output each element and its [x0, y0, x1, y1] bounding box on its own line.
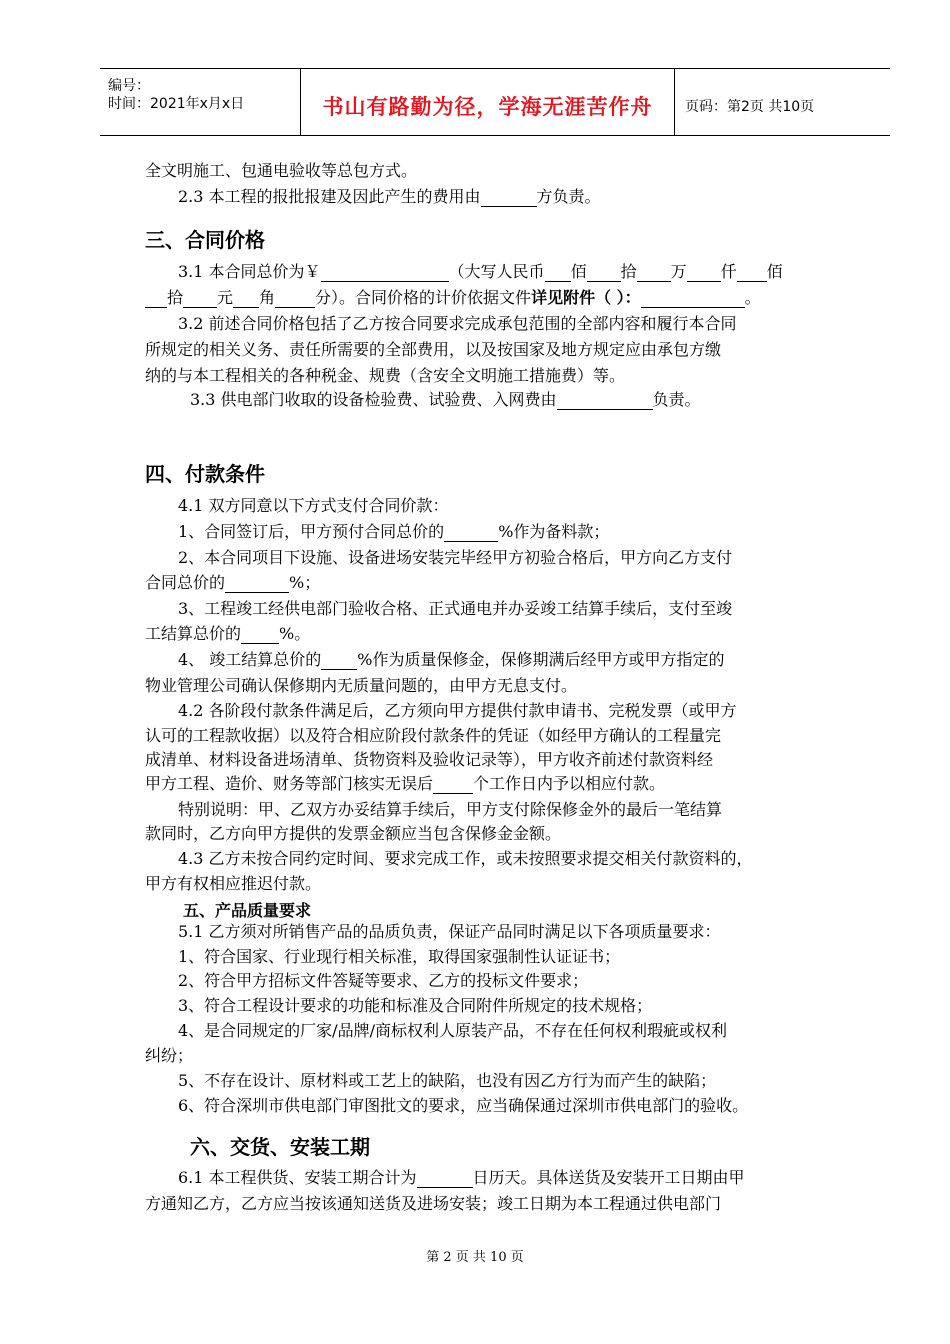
paragraph-line: 4.1 双方同意以下方式支付合同价款：: [178, 496, 449, 515]
paragraph-line: 3、符合工程设计要求的功能和标准及合同附件所规定的技术规格；: [178, 996, 653, 1015]
blank-field: [481, 188, 537, 207]
blank-field: [641, 289, 745, 308]
paragraph-line: 1、合同签订后，甲方预付合同总价的 %作为备料款；: [178, 522, 610, 541]
paragraph-line: 全文明施工、包通电验收等总包方式。: [145, 161, 418, 180]
paragraph-line: 3.2 前述合同价格包括了乙方按合同要求完成承包范围的全部内容和履行本合同: [178, 314, 737, 333]
paragraph-line: 认可的工程款收据）以及符合相应阶段付款条件的凭证（如经甲方确认的工程量完: [145, 726, 722, 745]
document-number-label: 编号：: [108, 78, 150, 94]
blank-field: [587, 263, 621, 282]
blank-field: [225, 574, 289, 593]
header-motto: 书山有路勤为径，学海无涯苦作舟: [322, 95, 653, 119]
paragraph-line: 3.3 供电部门收取的设备检验费、试验费、入网费由 负责。: [190, 390, 701, 409]
paragraph-line: 1、符合国家、行业现行相关标准，取得国家强制性认证证书；: [178, 947, 621, 966]
paragraph-line: 物业管理公司确认保修期内无质量问题的，由甲方无息支付。: [145, 676, 578, 695]
paragraph-line: 款同时，乙方向甲方提供的发票金额应当包含保修金金额。: [145, 824, 562, 843]
blank-field: [145, 289, 167, 308]
paragraph-line: 拾 元 角 分）。合同价格的计价依据文件详见附件（ ）： 。: [145, 288, 761, 308]
blank-field: [637, 263, 671, 282]
paragraph-line: 4.2 各阶段付款条件满足后，乙方须向甲方提供付款申请书、完税发票（或甲方: [178, 701, 737, 720]
paragraph-line: 2.3 本工程的报批报建及因此产生的费用由 方负责。: [178, 187, 601, 206]
blank-field: [545, 263, 571, 282]
paragraph-line: 甲方工程、造价、财务等部门核实无误后 个工作日内予以相应付款。: [145, 774, 666, 793]
blank-field: [233, 289, 259, 308]
blank-field: [433, 775, 473, 794]
blank-field: [275, 289, 315, 308]
header-page-number: 页码：第2页 共10页: [685, 99, 815, 115]
paragraph-line: 4、 竣工结算总价的 %作为质量保修金，保修期满后经甲方或甲方指定的: [178, 650, 725, 669]
page-header: [100, 68, 890, 136]
section-heading-5: 五、产品质量要求: [183, 901, 312, 920]
paragraph-line: 纠纷；: [145, 1046, 194, 1065]
blank-field: [444, 523, 498, 542]
paragraph-line: 2、本合同项目下设施、设备进场安装完毕经甲方初验合格后，甲方向乙方支付: [178, 548, 733, 567]
blank-field: [687, 263, 721, 282]
blank-field: [241, 625, 279, 644]
paragraph-line: 5.1 乙方须对所销售产品的品质负责，保证产品同时满足以下各项质量要求：: [178, 922, 721, 941]
blank-field: [557, 391, 653, 410]
paragraph-line: 特别说明：甲、乙双方办妥结算手续后，甲方支付除保修金外的最后一笔结算: [178, 800, 723, 819]
paragraph-line: 所规定的相关义务、责任所需要的全部费用，以及按国家及地方规定应由承包方缴: [145, 340, 722, 359]
blank-field: [737, 263, 767, 282]
blank-field: [417, 1169, 473, 1188]
paragraph-line: 3、工程竣工经供电部门验收合格、正式通电并办妥竣工结算手续后，支付至竣: [178, 599, 733, 618]
section-heading-3: 三、合同价格: [145, 228, 265, 252]
header-page-cell: [675, 69, 890, 135]
paragraph-line: 3.1 本合同总价为￥ （大写人民币 佰 拾 万 仟 佰: [178, 262, 783, 281]
section-heading-4: 四、付款条件: [145, 462, 265, 486]
paragraph-line: 6、符合深圳市供电部门审图批文的要求，应当确保通过深圳市供电部门的验收。: [178, 1096, 749, 1115]
header-motto-cell: [301, 69, 675, 135]
paragraph-line: 2、符合甲方招标文件答疑等要求、乙方的投标文件要求；: [178, 971, 589, 990]
blank-field: [183, 289, 217, 308]
paragraph-line: 甲方有权相应推迟付款。: [145, 874, 322, 893]
paragraph-line: 4、是合同规定的厂家/品牌/商标权利人原装产品，不存在任何权利瑕疵或权利: [178, 1021, 727, 1040]
blank-field: [321, 651, 357, 670]
section-heading-6: 六、交货、安装工期: [190, 1135, 370, 1159]
header-info-cell: [100, 69, 301, 135]
paragraph-line: 4.3 乙方未按合同约定时间、要求完成工作，或未按照要求提交相关付款资料的，: [178, 849, 753, 868]
paragraph-line: 方通知乙方，乙方应当按该通知送货及进场安装；竣工日期为本工程通过供电部门: [145, 1194, 722, 1213]
paragraph-line: 工结算总价的 %。: [145, 624, 311, 643]
paragraph-line: 合同总价的 %；: [145, 573, 321, 592]
paragraph-line: 5、不存在设计、原材料或工艺上的缺陷，也没有因乙方行为而产生的缺陷；: [178, 1071, 717, 1090]
blank-field: [321, 263, 449, 282]
page-footer: 第 2 页 共 10 页: [426, 1250, 524, 1265]
paragraph-line: 纳的与本工程相关的各种税金、规费（含安全文明施工措施费）等。: [145, 366, 626, 385]
paragraph-line: 6.1 本工程供货、安装工期合计为 日历天。具体送货及安装开工日期由甲: [178, 1168, 745, 1187]
paragraph-line: 成清单、材料设备进场清单、货物资料及验收记录等），甲方收齐前述付款资料经: [145, 750, 714, 769]
document-time-label: 时间：2021年x月x日: [108, 96, 245, 112]
